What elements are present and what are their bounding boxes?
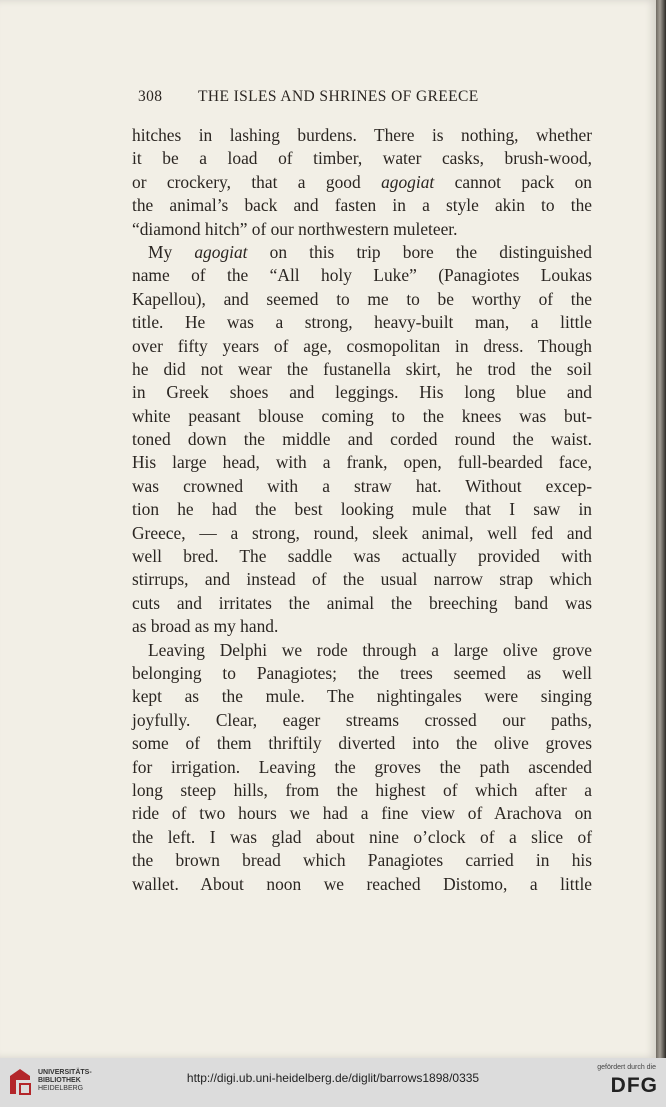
page-edge — [656, 0, 666, 1058]
text-line: was crowned with a straw hat. Without excep- — [132, 475, 592, 496]
text-line: kept as the mule. The nightingales were singing — [132, 686, 592, 707]
text-line: tion he had the best looking mule that I saw in — [132, 499, 592, 520]
text-line: he did not wear the fustanella skirt, he trod the soil — [132, 358, 592, 379]
text-line: for irrigation. Leaving the groves the path ascended — [132, 756, 592, 777]
text-line: well bred. The saddle was actually provided with — [132, 546, 592, 567]
text-line: joyfully. Clear, eager streams crossed our paths, — [132, 709, 592, 730]
page-header — [132, 88, 592, 112]
italic-term: agogiat — [381, 171, 435, 192]
text-line: belonging to Panagiotes; the trees seemed as well — [132, 662, 592, 683]
text-line: the left. I was glad about nine o’clock of a slice of — [132, 826, 592, 847]
text-line: in Greek shoes and leggings. His long blue and — [132, 382, 592, 403]
text-line: His large head, with a frank, open, full-bearded face, — [132, 452, 592, 473]
footer-bar — [0, 1058, 666, 1107]
digital-url-link[interactable]: http://digi.ub.uni-heidelberg.de/diglit/barrows1898/0335 — [186, 1071, 480, 1085]
dfg-logo: DFG — [610, 1074, 658, 1097]
text-line: as broad as my hand. — [132, 616, 279, 637]
text-line: cuts and irritates the animal the breeching band was — [132, 592, 592, 613]
text-line: Greece, — a strong, round, sleek animal, well fed and — [132, 522, 592, 543]
text-line: title. He was a strong, heavy-built man, a little — [132, 312, 592, 333]
text-line: ride of two hours we had a fine view of Arachova on — [132, 803, 592, 824]
text-line: “diamond hitch” of our northwestern muleteer. — [132, 218, 458, 239]
text-line: Kapellou), and seemed to me to be worthy of the — [132, 288, 592, 309]
text-line: it be a load of timber, water casks, brush-wood, — [132, 148, 592, 169]
page-number: 308 — [138, 88, 163, 105]
body-text — [132, 124, 592, 896]
text-line: some of them thriftily diverted into the olive groves — [132, 733, 592, 754]
text-line: hitches in lashing burdens. There is nothing, whether — [132, 125, 592, 145]
text-line: white peasant blouse coming to the knees was but- — [132, 405, 592, 426]
text-line: wallet. About noon we reached Distomo, a little — [132, 873, 592, 894]
funded-by-label: gefördert durch die — [597, 1064, 656, 1071]
text-line: stirrups, and instead of the usual narrow strap which — [132, 569, 592, 590]
text-line: the animal’s back and fasten in a style akin to the — [132, 195, 592, 216]
library-name: UNIVERSITÄTS- BIBLIOTHEK HEIDELBERG — [38, 1069, 92, 1092]
running-title: THE ISLES AND SHRINES OF GREECE — [198, 88, 479, 105]
text-line: or crockery, that a good agogiat cannot pack on — [132, 171, 592, 192]
text-line: Leaving Delphi we rode through a large olive grove — [148, 639, 592, 660]
text-line: the brown bread which Panagiotes carried in his — [132, 850, 592, 871]
italic-term: agogiat — [194, 241, 248, 262]
text-line: name of the “All holy Luke” (Panagiotes Loukas — [132, 265, 592, 286]
text-line: toned down the middle and corded round the waist. — [132, 429, 592, 450]
text-line: My agogiat on this trip bore the distinguished — [148, 241, 592, 262]
text-line: long steep hills, from the highest of which after a — [132, 779, 592, 800]
text-line: over fifty years of age, cosmopolitan in dress. Though — [132, 335, 592, 356]
